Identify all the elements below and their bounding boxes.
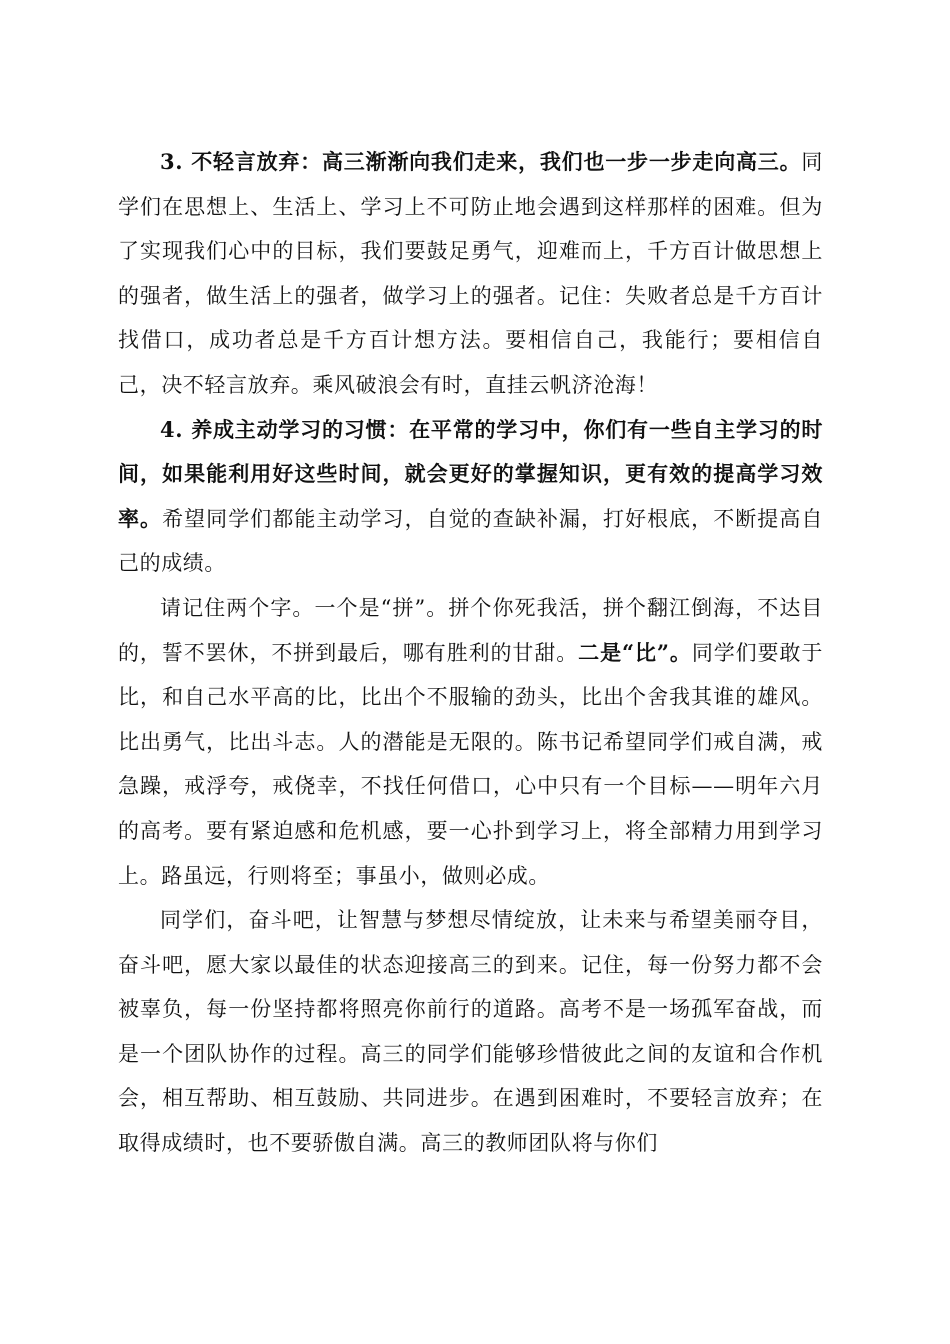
- paragraph-4-active-learning: [118, 408, 823, 586]
- paragraph-two-words-bold: 二是“比”。: [578, 639, 692, 665]
- paragraph-strive: [118, 898, 823, 1166]
- paragraph-3-heading: 3. 不轻言放弃：高三渐渐向我们走来，我们也一步一步走向高三。: [160, 149, 802, 174]
- paragraph-two-words: [118, 586, 823, 898]
- paragraph-two-words-text-before: 请记住两个字。一个是“拼”。拼个你死我活，拼个翻江倒海，不达目的，誓不罢休，不拼到最后，哪有胜利的甘甜。: [118, 595, 823, 665]
- paragraph-3-text: 同学们在思想上、生活上、学习上不可防止地会遇到这样那样的困难。但为了实现我们心中的目标，我们要鼓足勇气，迎难而上，千方百计做思想上的强者，做生活上的强者，做学习上的强者。记住：失败者总是千方百计找借口，成功者总是千方百计想方法。要相信自己，我能行；要相信自己，决不轻言放弃。乘风破浪会有时，直挂云帆济沧海！: [118, 150, 823, 397]
- paragraph-4-text: 希望同学们都能主动学习，自觉的查缺补漏，打好根底，不断提高自己的成绩。: [118, 506, 823, 576]
- paragraph-3-not-give-up: [118, 140, 823, 408]
- paragraph-two-words-text-after: 同学们要敢于比，和自己水平高的比，比出个不服输的劲头，比出个舍我其谁的雄风。比出勇气，比出斗志。人的潜能是无限的。陈书记希望同学们戒自满，戒急躁，戒浮夸，戒侥幸，不找任何借口，心中只有一个目标——明年六月的高考。要有紧迫感和危机感，要一心扑到学习上，将全部精力用到学习上。路虽远，行则将至；事虽小，做则必成。: [118, 640, 823, 888]
- paragraph-4-heading: 4. 养成主动学习的习惯：在平常的学习中，你们有一些自主学习的时间，如果能利用好这些时间，就会更好的掌握知识，更有效的提高学习效率。: [118, 416, 823, 531]
- paragraph-strive-text: 同学们，奋斗吧，让智慧与梦想尽情绽放，让未来与希望美丽夺目，奋斗吧，愿大家以最佳的状态迎接高三的到来。记住，每一份努力都不会被辜负，每一份坚持都将照亮你前行的道路。高考不是一场孤军奋战，而是一个团队协作的过程。高三的同学们能够珍惜彼此之间的友谊和合作机会，相互帮助、相互鼓励、共同进步。在遇到困难时，不要轻言放弃；在取得成绩时，也不要骄傲自满。高三的教师团队将与你们: [118, 908, 823, 1156]
- document-body: [118, 140, 823, 1166]
